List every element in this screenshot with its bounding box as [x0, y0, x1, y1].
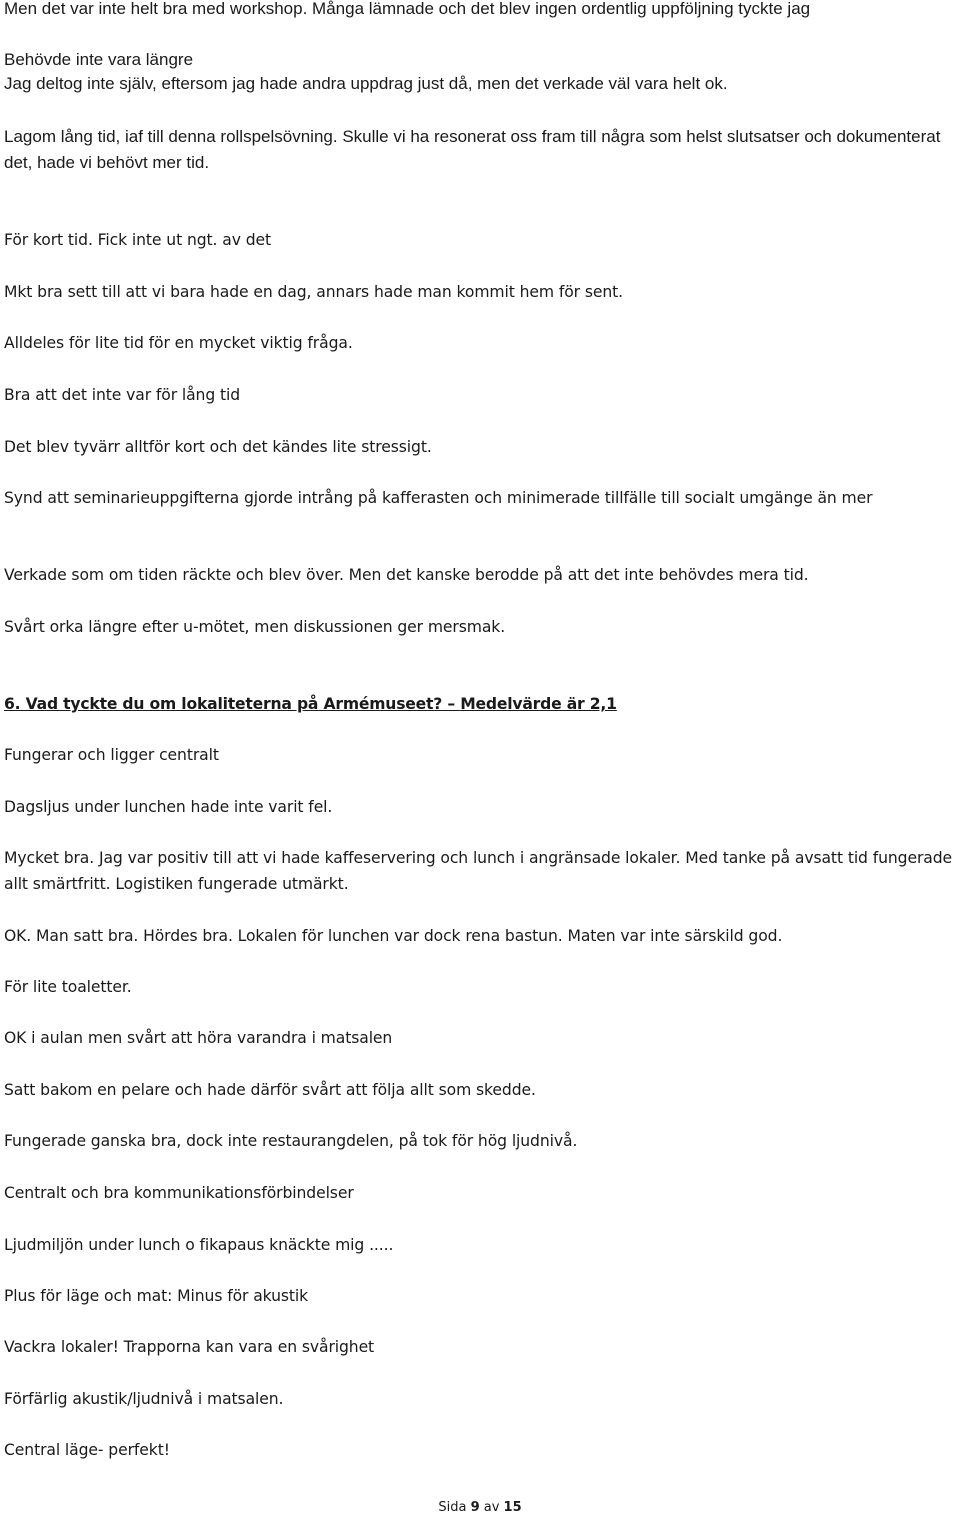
footer-middle: av	[479, 1500, 504, 1515]
comment-line: Svårt orka längre efter u-mötet, men diskussionen ger mersmak.	[4, 618, 506, 636]
comment-line: Det blev tyvärr alltför kort och det kändes lite stressigt.	[4, 438, 432, 456]
comment-line: Lagom lång tid, iaf till denna rollspelsövning. Skulle vi ha resonerat oss fram till några som helst slutsatser och dokumenterat det, hade vi behövt mer tid.	[4, 127, 941, 172]
answer-line: OK. Man satt bra. Hördes bra. Lokalen för lunchen var dock rena bastun. Maten var inte särskild god.	[4, 927, 783, 945]
answer-line: Satt bakom en pelare och hade därför svårt att följa allt som skedde.	[4, 1081, 536, 1099]
comment-line: Bra att det inte var för lång tid	[4, 386, 241, 404]
comment-line: Verkade som om tiden räckte och blev över. Men det kanske berodde på att det inte behövdes mera tid.	[4, 566, 809, 584]
answer-line: För lite toaletter.	[4, 978, 132, 996]
answer-line: Vackra lokaler! Trapporna kan vara en svårighet	[4, 1338, 375, 1356]
answer-line: Plus för läge och mat: Minus för akustik	[4, 1287, 309, 1305]
question-average: Medelvärde är 2,1	[460, 695, 617, 713]
comment-line: Mkt bra sett till att vi bara hade en dag, annars hade man kommit hem för sent.	[4, 283, 624, 301]
comment-line: Synd att seminarieuppgifterna gjorde intrång på kafferasten och minimerade tillfälle till socialt umgänge än mer	[4, 489, 873, 507]
page-footer	[0, 1499, 960, 1517]
comment-line: Jag deltog inte själv, eftersom jag hade andra uppdrag just då, men det verkade väl vara helt ok.	[4, 74, 728, 93]
answer-line: Centralt och bra kommunikationsförbindelser	[4, 1184, 354, 1202]
question-heading	[4, 691, 956, 717]
answer-line: Fungerade ganska bra, dock inte restaurangdelen, på tok för hög ljudnivå.	[4, 1132, 578, 1150]
comment-line: Behövde inte vara längre	[4, 50, 194, 69]
answer-line: Central läge- perfekt!	[4, 1441, 170, 1459]
answer-line: Fungerar och ligger centralt	[4, 746, 219, 764]
answer-line: Mycket bra. Jag var positiv till att vi hade kaffeservering och lunch i angränsade lokaler. Med tanke på avsatt tid fungerade allt smärtfritt. Logistiken fungerade utmärkt.	[4, 849, 953, 893]
answer-line: OK i aulan men svårt att höra varandra i matsalen	[4, 1029, 393, 1047]
question-title: 6. Vad tyckte du om lokaliteterna på Armémuseet?	[4, 695, 443, 713]
answer-line: Ljudmiljön under lunch o fikapaus knäckte mig .....	[4, 1236, 394, 1254]
footer-total-pages: 15	[503, 1500, 522, 1515]
comment-line: Men det var inte helt bra med workshop. Många lämnade och det blev ingen ordentlig uppföljning tyckte jag	[4, 0, 811, 18]
answer-line: Dagsljus under lunchen hade inte varit fel.	[4, 798, 333, 816]
question-dash: –	[442, 695, 461, 713]
footer-prefix: Sida	[438, 1500, 471, 1515]
answer-line: Förfärlig akustik/ljudnivå i matsalen.	[4, 1390, 284, 1408]
comment-line: Alldeles för lite tid för en mycket viktig fråga.	[4, 334, 353, 352]
footer-page-number: 9	[470, 1500, 480, 1515]
comment-line: För kort tid. Fick inte ut ngt. av det	[4, 231, 271, 249]
